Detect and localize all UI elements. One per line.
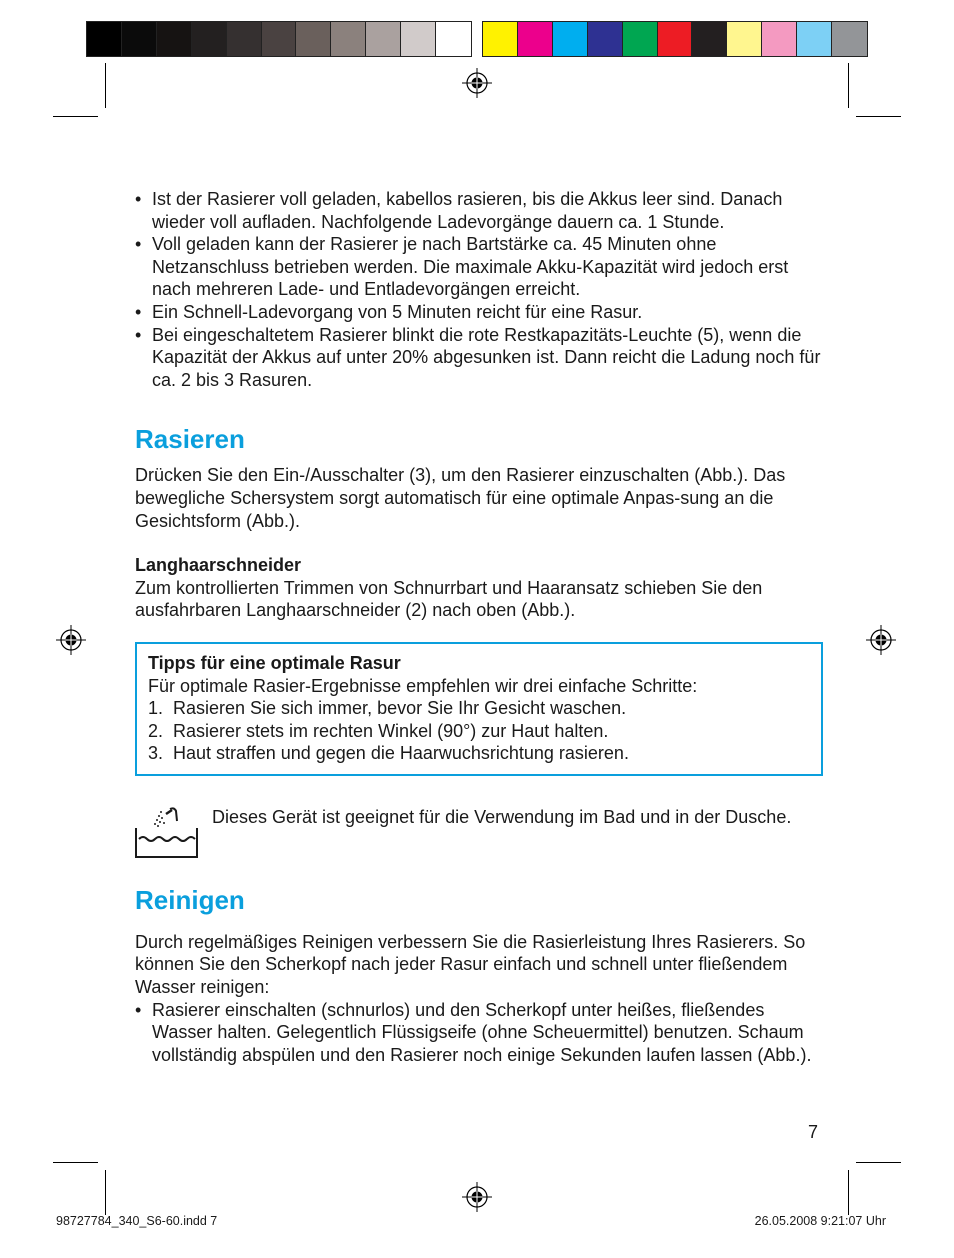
langhaar-title: Langhaarschneider <box>135 555 302 576</box>
color-swatch <box>483 22 518 56</box>
registration-mark-icon <box>866 625 896 655</box>
color-swatch <box>518 22 553 56</box>
registration-mark-icon <box>462 68 492 98</box>
tips-title: Tipps für eine optimale Rasur <box>148 652 401 673</box>
list-item: • Voll geladen kann der Rasierer je nach Bartstärke ca. 45 Minuten ohne Netzanschluss betrieben werden. Die maximale Akku-Kapazität wird jedoch erst nach mehreren Lade- und Entladevorgängen erreicht. <box>135 233 825 301</box>
crop-mark <box>848 63 849 108</box>
color-swatch <box>262 22 297 56</box>
color-swatch <box>122 22 157 56</box>
color-swatch <box>157 22 192 56</box>
color-swatch <box>762 22 797 56</box>
tips-intro: Für optimale Rasier-Ergebnisse empfehlen wir drei einfache Schritte: <box>148 675 698 696</box>
gray-calibration-bar <box>86 21 472 57</box>
charging-bullet-list <box>135 188 825 391</box>
color-calibration-bar <box>482 21 868 57</box>
registration-mark-icon <box>56 625 86 655</box>
color-swatch <box>192 22 227 56</box>
bath-note: Dieses Gerät ist geeignet für die Verwendung im Bad und in der Dusche. <box>212 806 792 827</box>
color-swatch <box>401 22 436 56</box>
crop-mark <box>53 116 98 117</box>
page-number: 7 <box>808 1122 819 1142</box>
section-heading-reinigen: Reinigen <box>135 884 245 915</box>
page-content <box>135 188 825 1066</box>
registration-mark-icon <box>462 1182 492 1212</box>
color-swatch <box>832 22 867 56</box>
color-swatch <box>692 22 727 56</box>
shower-bath-icon <box>135 806 199 858</box>
langhaar-text: Zum kontrollierten Trimmen von Schnurrbart und Haaransatz schieben Sie den ausfahrbaren Langhaarschneider (2) nach oben (Abb.). <box>135 577 763 621</box>
list-item: 3. Haut straffen und gegen die Haarwuchsrichtung rasieren. <box>148 743 629 764</box>
crop-mark <box>105 63 106 108</box>
section-heading-rasieren: Rasieren <box>135 424 245 455</box>
footer-timestamp: 26.05.2008 9:21:07 Uhr <box>754 1214 886 1228</box>
list-item: • Rasierer einschalten (schnurlos) und den Scherkopf unter heißes, fließendes Wasser halten. Gelegentlich Flüssigseife (ohne Scheuermittel) benutzen. Schaum vollständig abspülen und den Rasierer noch einige Sekunden laufen lassen (Abb.). <box>135 999 825 1067</box>
list-item: 1. Rasieren Sie sich immer, bevor Sie Ihr Gesicht waschen. <box>148 698 627 719</box>
color-swatch <box>553 22 588 56</box>
crop-mark <box>856 1162 901 1163</box>
color-swatch <box>623 22 658 56</box>
list-item: 2. Rasierer stets im rechten Winkel (90°) zur Haut halten. <box>148 720 609 741</box>
color-swatch <box>658 22 693 56</box>
list-item: • Ein Schnell-Ladevorgang von 5 Minuten reicht für eine Rasur. <box>135 301 825 324</box>
rasieren-intro: Drücken Sie den Ein-/Ausschalter (3), um den Rasierer einzuschalten (Abb.). Das bewegliche Schersystem sorgt automatisch für eine optimale Anpas-sung an die Gesichtsform (Abb.). <box>135 465 786 531</box>
crop-mark <box>105 1170 106 1215</box>
bath-note-row <box>135 806 825 858</box>
color-swatch <box>87 22 122 56</box>
color-swatch <box>296 22 331 56</box>
color-swatch <box>797 22 832 56</box>
reinigen-bullet-list <box>135 999 825 1067</box>
tips-steps <box>148 697 809 765</box>
color-swatch <box>727 22 762 56</box>
color-swatch <box>366 22 401 56</box>
color-swatch <box>436 22 471 56</box>
list-item: • Ist der Rasierer voll geladen, kabellos rasieren, bis die Akkus leer sind. Danach wieder voll aufladen. Nachfolgende Ladevorgänge dauern ca. 1 Stunde. <box>135 188 825 233</box>
footer-file-info: 98727784_340_S6-60.indd 7 <box>56 1214 218 1228</box>
crop-mark <box>848 1170 849 1215</box>
reinigen-intro: Durch regelmäßiges Reinigen verbessern Sie die Rasierleistung Ihres Rasierers. So können Sie den Scherkopf nach jeder Rasur einfach und schnell unter fließendem Wasser reinigen: <box>135 931 806 998</box>
tips-box <box>135 642 823 776</box>
list-item: • Bei eingeschaltetem Rasierer blinkt die rote Restkapazitäts-Leuchte (5), wenn die Kapazität der Akkus auf unter 20% abgesunken ist. Dann reicht die Ladung noch für ca. 2 bis 3 Rasuren. <box>135 324 825 392</box>
crop-mark <box>856 116 901 117</box>
color-swatch <box>227 22 262 56</box>
color-swatch <box>331 22 366 56</box>
crop-mark <box>53 1162 98 1163</box>
color-swatch <box>588 22 623 56</box>
